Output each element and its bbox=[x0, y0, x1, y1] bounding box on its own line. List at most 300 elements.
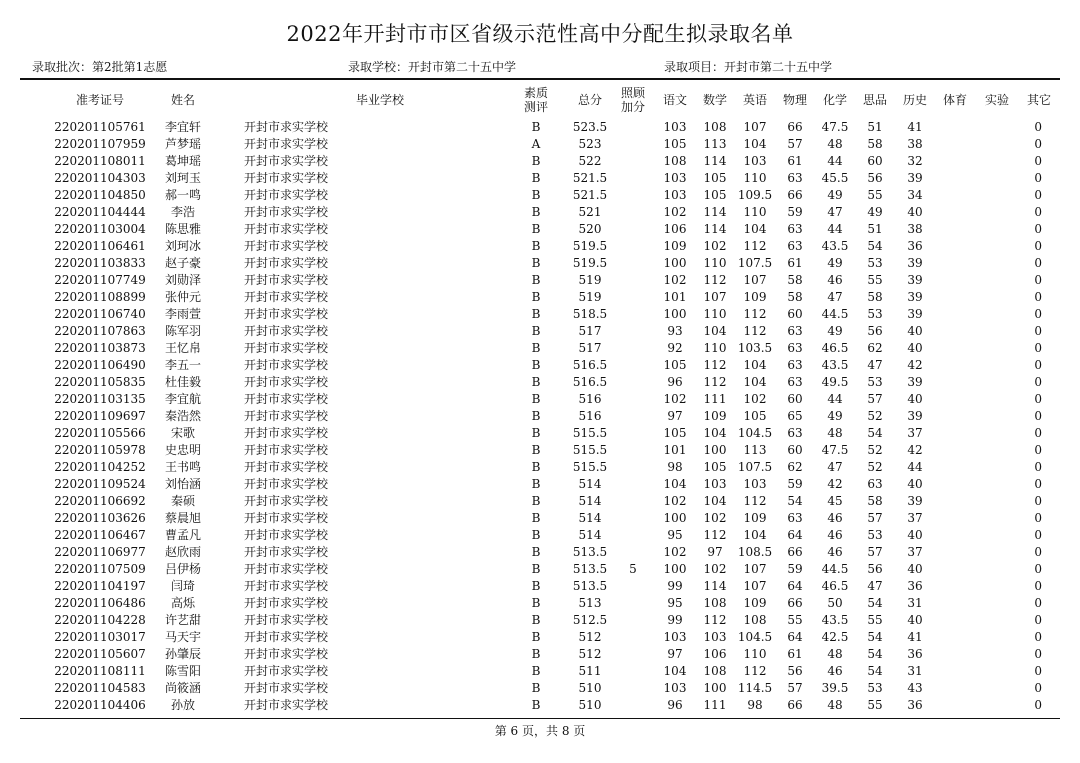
cell-chinese: 105 bbox=[663, 426, 687, 440]
cell-chemistry: 44 bbox=[827, 392, 843, 406]
cell-politics: 53 bbox=[867, 375, 883, 389]
cell-pe bbox=[936, 221, 974, 238]
cell-english: 110 bbox=[743, 205, 767, 219]
cell-pe bbox=[936, 391, 974, 408]
cell-history: 40 bbox=[907, 528, 923, 542]
header-pe: 体育 bbox=[942, 93, 967, 107]
cell-pe bbox=[936, 204, 974, 221]
cell-quality: B bbox=[531, 256, 541, 270]
cell-physics: 63 bbox=[787, 358, 803, 372]
cell-experiment bbox=[978, 459, 1016, 476]
cell-history: 36 bbox=[907, 698, 923, 712]
cell-name: 李浩 bbox=[170, 205, 195, 219]
cell-chemistry: 46 bbox=[827, 528, 843, 542]
cell-chemistry: 48 bbox=[827, 647, 843, 661]
cell-chemistry: 46 bbox=[827, 545, 843, 559]
cell-total: 516.5 bbox=[572, 358, 608, 372]
cell-math: 105 bbox=[703, 188, 727, 202]
cell-quality: B bbox=[531, 409, 541, 423]
cell-chemistry: 45.5 bbox=[821, 171, 849, 185]
cell-other: 0 bbox=[1034, 307, 1042, 321]
cell-school: 开封市求实学校 bbox=[244, 239, 329, 253]
header-experiment: 实验 bbox=[984, 93, 1009, 107]
cell-quality: B bbox=[531, 477, 541, 491]
cell-english: 109 bbox=[743, 511, 767, 525]
cell-english: 104.5 bbox=[737, 630, 773, 644]
table-row bbox=[0, 493, 1080, 510]
cell-politics: 62 bbox=[867, 341, 883, 355]
header-math: 数学 bbox=[702, 93, 727, 107]
cell-experiment bbox=[978, 340, 1016, 357]
cell-pe bbox=[936, 459, 974, 476]
cell-chinese: 103 bbox=[663, 171, 687, 185]
cell-chinese: 103 bbox=[663, 681, 687, 695]
cell-math: 102 bbox=[703, 511, 727, 525]
cell-total: 519.5 bbox=[572, 239, 608, 253]
table-row bbox=[0, 204, 1080, 221]
cell-id: 220201107509 bbox=[54, 562, 146, 576]
cell-english: 110 bbox=[743, 647, 767, 661]
cell-english: 110 bbox=[743, 171, 767, 185]
cell-history: 41 bbox=[907, 630, 923, 644]
cell-chemistry: 46 bbox=[827, 511, 843, 525]
cell-quality: B bbox=[531, 562, 541, 576]
cell-chinese: 97 bbox=[667, 647, 683, 661]
cell-total: 510 bbox=[578, 681, 602, 695]
cell-politics: 56 bbox=[867, 562, 883, 576]
cell-politics: 58 bbox=[867, 137, 883, 151]
cell-name: 葛坤瑶 bbox=[164, 154, 201, 168]
cell-chinese: 101 bbox=[663, 443, 687, 457]
cell-name: 刘珂玉 bbox=[164, 171, 201, 185]
cell-quality: B bbox=[531, 630, 541, 644]
cell-school: 开封市求实学校 bbox=[244, 681, 329, 695]
cell-name: 陈军羽 bbox=[164, 324, 201, 338]
cell-id: 220201104583 bbox=[54, 681, 146, 695]
cell-history: 40 bbox=[907, 613, 923, 627]
cell-politics: 47 bbox=[867, 358, 883, 372]
table-row bbox=[0, 425, 1080, 442]
cell-math: 114 bbox=[703, 579, 727, 593]
cell-bonus bbox=[614, 357, 652, 374]
cell-politics: 56 bbox=[867, 171, 883, 185]
cell-politics: 55 bbox=[867, 698, 883, 712]
cell-chemistry: 42.5 bbox=[821, 630, 849, 644]
cell-english: 107 bbox=[743, 579, 767, 593]
cell-physics: 61 bbox=[787, 154, 803, 168]
cell-history: 34 bbox=[907, 188, 923, 202]
cell-physics: 63 bbox=[787, 222, 803, 236]
cell-pe bbox=[936, 187, 974, 204]
cell-physics: 63 bbox=[787, 511, 803, 525]
cell-physics: 64 bbox=[787, 528, 803, 542]
header-physics: 物理 bbox=[782, 93, 807, 107]
admission-project: 录取项目：开封市第二十五中学 bbox=[664, 60, 833, 74]
cell-other: 0 bbox=[1034, 273, 1042, 287]
cell-experiment bbox=[978, 272, 1016, 289]
cell-quality: B bbox=[531, 426, 541, 440]
cell-bonus bbox=[614, 442, 652, 459]
cell-experiment bbox=[978, 170, 1016, 187]
cell-other: 0 bbox=[1034, 409, 1042, 423]
cell-name: 王忆帛 bbox=[164, 341, 201, 355]
cell-other: 0 bbox=[1034, 477, 1042, 491]
cell-chemistry: 49 bbox=[827, 324, 843, 338]
cell-politics: 52 bbox=[867, 443, 883, 457]
cell-id: 220201104252 bbox=[54, 460, 146, 474]
cell-id: 220201103873 bbox=[54, 341, 146, 355]
cell-quality: B bbox=[531, 613, 541, 627]
cell-experiment bbox=[978, 357, 1016, 374]
cell-chinese: 99 bbox=[667, 613, 683, 627]
cell-bonus bbox=[614, 255, 652, 272]
cell-school: 开封市求实学校 bbox=[244, 273, 329, 287]
cell-physics: 58 bbox=[787, 290, 803, 304]
cell-chinese: 106 bbox=[663, 222, 687, 236]
cell-total: 516.5 bbox=[572, 375, 608, 389]
cell-english: 104 bbox=[743, 137, 767, 151]
table-row bbox=[0, 289, 1080, 306]
cell-chinese: 109 bbox=[663, 239, 687, 253]
cell-math: 112 bbox=[703, 273, 727, 287]
cell-pe bbox=[936, 476, 974, 493]
cell-chinese: 103 bbox=[663, 120, 687, 134]
table-row bbox=[0, 629, 1080, 646]
cell-bonus bbox=[614, 680, 652, 697]
cell-other: 0 bbox=[1034, 222, 1042, 236]
cell-math: 114 bbox=[703, 205, 727, 219]
cell-history: 40 bbox=[907, 324, 923, 338]
cell-chemistry: 44 bbox=[827, 222, 843, 236]
cell-other: 0 bbox=[1034, 375, 1042, 389]
footer-divider bbox=[20, 718, 1060, 719]
cell-physics: 63 bbox=[787, 341, 803, 355]
cell-politics: 51 bbox=[867, 120, 883, 134]
header-id: 准考证号 bbox=[75, 93, 124, 107]
cell-history: 31 bbox=[907, 596, 923, 610]
cell-total: 519 bbox=[578, 273, 602, 287]
cell-history: 31 bbox=[907, 664, 923, 678]
cell-school: 开封市求实学校 bbox=[244, 222, 329, 236]
cell-other: 0 bbox=[1034, 698, 1042, 712]
cell-english: 112 bbox=[743, 239, 767, 253]
cell-total: 515.5 bbox=[572, 443, 608, 457]
cell-quality: B bbox=[531, 375, 541, 389]
cell-other: 0 bbox=[1034, 664, 1042, 678]
cell-bonus bbox=[614, 697, 652, 714]
cell-other: 0 bbox=[1034, 120, 1042, 134]
cell-chinese: 104 bbox=[663, 664, 687, 678]
table-row bbox=[0, 442, 1080, 459]
cell-physics: 63 bbox=[787, 375, 803, 389]
cell-school: 开封市求实学校 bbox=[244, 477, 329, 491]
cell-quality: B bbox=[531, 460, 541, 474]
cell-chinese: 108 bbox=[663, 154, 687, 168]
cell-physics: 57 bbox=[787, 681, 803, 695]
cell-quality: B bbox=[531, 239, 541, 253]
cell-math: 104 bbox=[703, 426, 727, 440]
cell-bonus bbox=[614, 595, 652, 612]
cell-bonus bbox=[614, 306, 652, 323]
cell-pe bbox=[936, 680, 974, 697]
header-chinese: 语文 bbox=[662, 93, 687, 107]
cell-history: 39 bbox=[907, 171, 923, 185]
cell-quality: B bbox=[531, 545, 541, 559]
cell-id: 220201104303 bbox=[54, 171, 146, 185]
cell-english: 103.5 bbox=[737, 341, 773, 355]
cell-physics: 54 bbox=[787, 494, 803, 508]
cell-total: 513.5 bbox=[572, 562, 608, 576]
cell-experiment bbox=[978, 578, 1016, 595]
cell-school: 开封市求实学校 bbox=[244, 664, 329, 678]
cell-id: 220201104197 bbox=[54, 579, 146, 593]
header-other: 其它 bbox=[1026, 93, 1051, 107]
cell-name: 许艺甜 bbox=[164, 613, 201, 627]
cell-chinese: 100 bbox=[663, 511, 687, 525]
page-title: 2022年开封市市区省级示范性高中分配生拟录取名单 bbox=[286, 22, 794, 46]
cell-bonus bbox=[614, 323, 652, 340]
cell-english: 109 bbox=[743, 596, 767, 610]
cell-chemistry: 43.5 bbox=[821, 358, 849, 372]
cell-bonus bbox=[614, 663, 652, 680]
cell-english: 103 bbox=[743, 154, 767, 168]
cell-total: 513 bbox=[578, 596, 602, 610]
table-row bbox=[0, 187, 1080, 204]
cell-math: 113 bbox=[703, 137, 727, 151]
cell-quality: B bbox=[531, 698, 541, 712]
cell-math: 112 bbox=[703, 528, 727, 542]
cell-other: 0 bbox=[1034, 358, 1042, 372]
cell-experiment bbox=[978, 187, 1016, 204]
cell-chemistry: 47 bbox=[827, 205, 843, 219]
cell-bonus: 5 bbox=[629, 562, 637, 576]
cell-id: 220201103833 bbox=[54, 256, 146, 270]
cell-experiment bbox=[978, 663, 1016, 680]
cell-pe bbox=[936, 408, 974, 425]
cell-politics: 55 bbox=[867, 273, 883, 287]
cell-name: 刘珂冰 bbox=[164, 239, 201, 253]
cell-name: 李宜航 bbox=[164, 392, 201, 406]
cell-name: 秦硕 bbox=[170, 494, 195, 508]
cell-politics: 53 bbox=[867, 307, 883, 321]
cell-history: 37 bbox=[907, 545, 923, 559]
header-bonus-line1: 照顾 bbox=[620, 86, 645, 100]
cell-quality: B bbox=[531, 324, 541, 338]
cell-other: 0 bbox=[1034, 579, 1042, 593]
cell-id: 220201104850 bbox=[54, 188, 146, 202]
cell-english: 108.5 bbox=[737, 545, 773, 559]
cell-bonus bbox=[614, 204, 652, 221]
table-row bbox=[0, 272, 1080, 289]
admission-school: 录取学校：开封市第二十五中学 bbox=[348, 60, 517, 74]
cell-english: 114.5 bbox=[737, 681, 773, 695]
cell-history: 42 bbox=[907, 358, 923, 372]
cell-name: 刘勋泽 bbox=[164, 273, 201, 287]
cell-math: 102 bbox=[703, 239, 727, 253]
cell-chinese: 105 bbox=[663, 358, 687, 372]
cell-chemistry: 47.5 bbox=[821, 443, 849, 457]
cell-chinese: 102 bbox=[663, 545, 687, 559]
cell-total: 514 bbox=[578, 477, 602, 491]
cell-total: 515.5 bbox=[572, 460, 608, 474]
cell-bonus bbox=[614, 221, 652, 238]
cell-bonus bbox=[614, 136, 652, 153]
cell-physics: 58 bbox=[787, 273, 803, 287]
cell-politics: 54 bbox=[867, 647, 883, 661]
header-total: 总分 bbox=[577, 93, 602, 107]
cell-english: 104 bbox=[743, 375, 767, 389]
cell-other: 0 bbox=[1034, 426, 1042, 440]
cell-chinese: 95 bbox=[667, 596, 683, 610]
cell-experiment bbox=[978, 425, 1016, 442]
cell-quality: B bbox=[531, 222, 541, 236]
cell-name: 陈雪阳 bbox=[164, 664, 201, 678]
cell-physics: 59 bbox=[787, 477, 803, 491]
cell-bonus bbox=[614, 272, 652, 289]
student-table-body bbox=[0, 119, 1080, 714]
cell-history: 39 bbox=[907, 375, 923, 389]
cell-chinese: 96 bbox=[667, 375, 683, 389]
cell-politics: 60 bbox=[867, 154, 883, 168]
cell-experiment bbox=[978, 527, 1016, 544]
cell-name: 李五一 bbox=[164, 358, 201, 372]
cell-total: 516 bbox=[578, 392, 602, 406]
cell-physics: 59 bbox=[787, 562, 803, 576]
cell-math: 100 bbox=[703, 443, 727, 457]
cell-physics: 61 bbox=[787, 256, 803, 270]
cell-school: 开封市求实学校 bbox=[244, 290, 329, 304]
cell-school: 开封市求实学校 bbox=[244, 511, 329, 525]
cell-id: 220201104406 bbox=[54, 698, 146, 712]
cell-other: 0 bbox=[1034, 545, 1042, 559]
cell-other: 0 bbox=[1034, 528, 1042, 542]
cell-history: 39 bbox=[907, 307, 923, 321]
cell-history: 39 bbox=[907, 494, 923, 508]
cell-quality: B bbox=[531, 188, 541, 202]
cell-physics: 66 bbox=[787, 698, 803, 712]
cell-pe bbox=[936, 153, 974, 170]
cell-id: 220201103626 bbox=[54, 511, 146, 525]
cell-math: 104 bbox=[703, 494, 727, 508]
cell-id: 220201108899 bbox=[54, 290, 146, 304]
cell-chinese: 103 bbox=[663, 188, 687, 202]
cell-chinese: 92 bbox=[667, 341, 683, 355]
cell-other: 0 bbox=[1034, 511, 1042, 525]
cell-math: 104 bbox=[703, 324, 727, 338]
cell-school: 开封市求实学校 bbox=[244, 120, 329, 134]
cell-politics: 52 bbox=[867, 409, 883, 423]
cell-experiment bbox=[978, 476, 1016, 493]
cell-name: 蔡晨旭 bbox=[164, 511, 201, 525]
cell-physics: 60 bbox=[787, 443, 803, 457]
header-school: 毕业学校 bbox=[355, 93, 404, 107]
cell-quality: B bbox=[531, 511, 541, 525]
cell-experiment bbox=[978, 493, 1016, 510]
cell-math: 108 bbox=[703, 596, 727, 610]
cell-chinese: 102 bbox=[663, 392, 687, 406]
cell-name: 赵欣雨 bbox=[164, 545, 201, 559]
cell-physics: 55 bbox=[787, 613, 803, 627]
cell-politics: 54 bbox=[867, 630, 883, 644]
cell-other: 0 bbox=[1034, 256, 1042, 270]
cell-chinese: 98 bbox=[667, 460, 683, 474]
cell-english: 109 bbox=[743, 290, 767, 304]
cell-bonus bbox=[614, 544, 652, 561]
cell-quality: A bbox=[531, 137, 541, 151]
table-row bbox=[0, 578, 1080, 595]
header-quality-line1: 素质 bbox=[523, 86, 548, 100]
cell-politics: 54 bbox=[867, 239, 883, 253]
table-row bbox=[0, 255, 1080, 272]
cell-chemistry: 45 bbox=[827, 494, 843, 508]
cell-chinese: 100 bbox=[663, 307, 687, 321]
cell-experiment bbox=[978, 374, 1016, 391]
table-row bbox=[0, 663, 1080, 680]
cell-chemistry: 44.5 bbox=[821, 562, 849, 576]
cell-math: 111 bbox=[703, 392, 727, 406]
cell-quality: B bbox=[531, 579, 541, 593]
cell-bonus bbox=[614, 289, 652, 306]
cell-id: 220201106467 bbox=[54, 528, 146, 542]
cell-math: 103 bbox=[703, 477, 727, 491]
table-row bbox=[0, 646, 1080, 663]
cell-history: 40 bbox=[907, 205, 923, 219]
cell-name: 陈思雅 bbox=[164, 222, 201, 236]
cell-physics: 62 bbox=[787, 460, 803, 474]
cell-physics: 66 bbox=[787, 120, 803, 134]
cell-school: 开封市求实学校 bbox=[244, 154, 329, 168]
cell-math: 105 bbox=[703, 460, 727, 474]
cell-physics: 60 bbox=[787, 307, 803, 321]
cell-pe bbox=[936, 289, 974, 306]
cell-chemistry: 43.5 bbox=[821, 239, 849, 253]
cell-pe bbox=[936, 306, 974, 323]
cell-history: 40 bbox=[907, 341, 923, 355]
cell-school: 开封市求实学校 bbox=[244, 205, 329, 219]
cell-id: 220201107749 bbox=[54, 273, 146, 287]
cell-pe bbox=[936, 527, 974, 544]
table-row bbox=[0, 561, 1080, 578]
cell-history: 40 bbox=[907, 562, 923, 576]
table-row bbox=[0, 357, 1080, 374]
cell-id: 220201109524 bbox=[54, 477, 146, 491]
table-row bbox=[0, 136, 1080, 153]
cell-experiment bbox=[978, 119, 1016, 136]
cell-english: 104.5 bbox=[737, 426, 773, 440]
cell-chemistry: 49 bbox=[827, 409, 843, 423]
cell-experiment bbox=[978, 204, 1016, 221]
cell-history: 39 bbox=[907, 409, 923, 423]
cell-history: 37 bbox=[907, 426, 923, 440]
cell-politics: 54 bbox=[867, 596, 883, 610]
cell-other: 0 bbox=[1034, 443, 1042, 457]
cell-id: 220201106486 bbox=[54, 596, 146, 610]
cell-chinese: 99 bbox=[667, 579, 683, 593]
cell-experiment bbox=[978, 595, 1016, 612]
cell-id: 220201107863 bbox=[54, 324, 146, 338]
cell-english: 98 bbox=[747, 698, 763, 712]
cell-other: 0 bbox=[1034, 171, 1042, 185]
cell-history: 37 bbox=[907, 511, 923, 525]
cell-id: 220201106740 bbox=[54, 307, 146, 321]
header-bonus-line2: 加分 bbox=[620, 100, 645, 114]
cell-math: 107 bbox=[703, 290, 727, 304]
header-quality bbox=[516, 82, 556, 118]
table-row bbox=[0, 153, 1080, 170]
cell-total: 521.5 bbox=[572, 188, 608, 202]
cell-experiment bbox=[978, 238, 1016, 255]
cell-physics: 63 bbox=[787, 171, 803, 185]
